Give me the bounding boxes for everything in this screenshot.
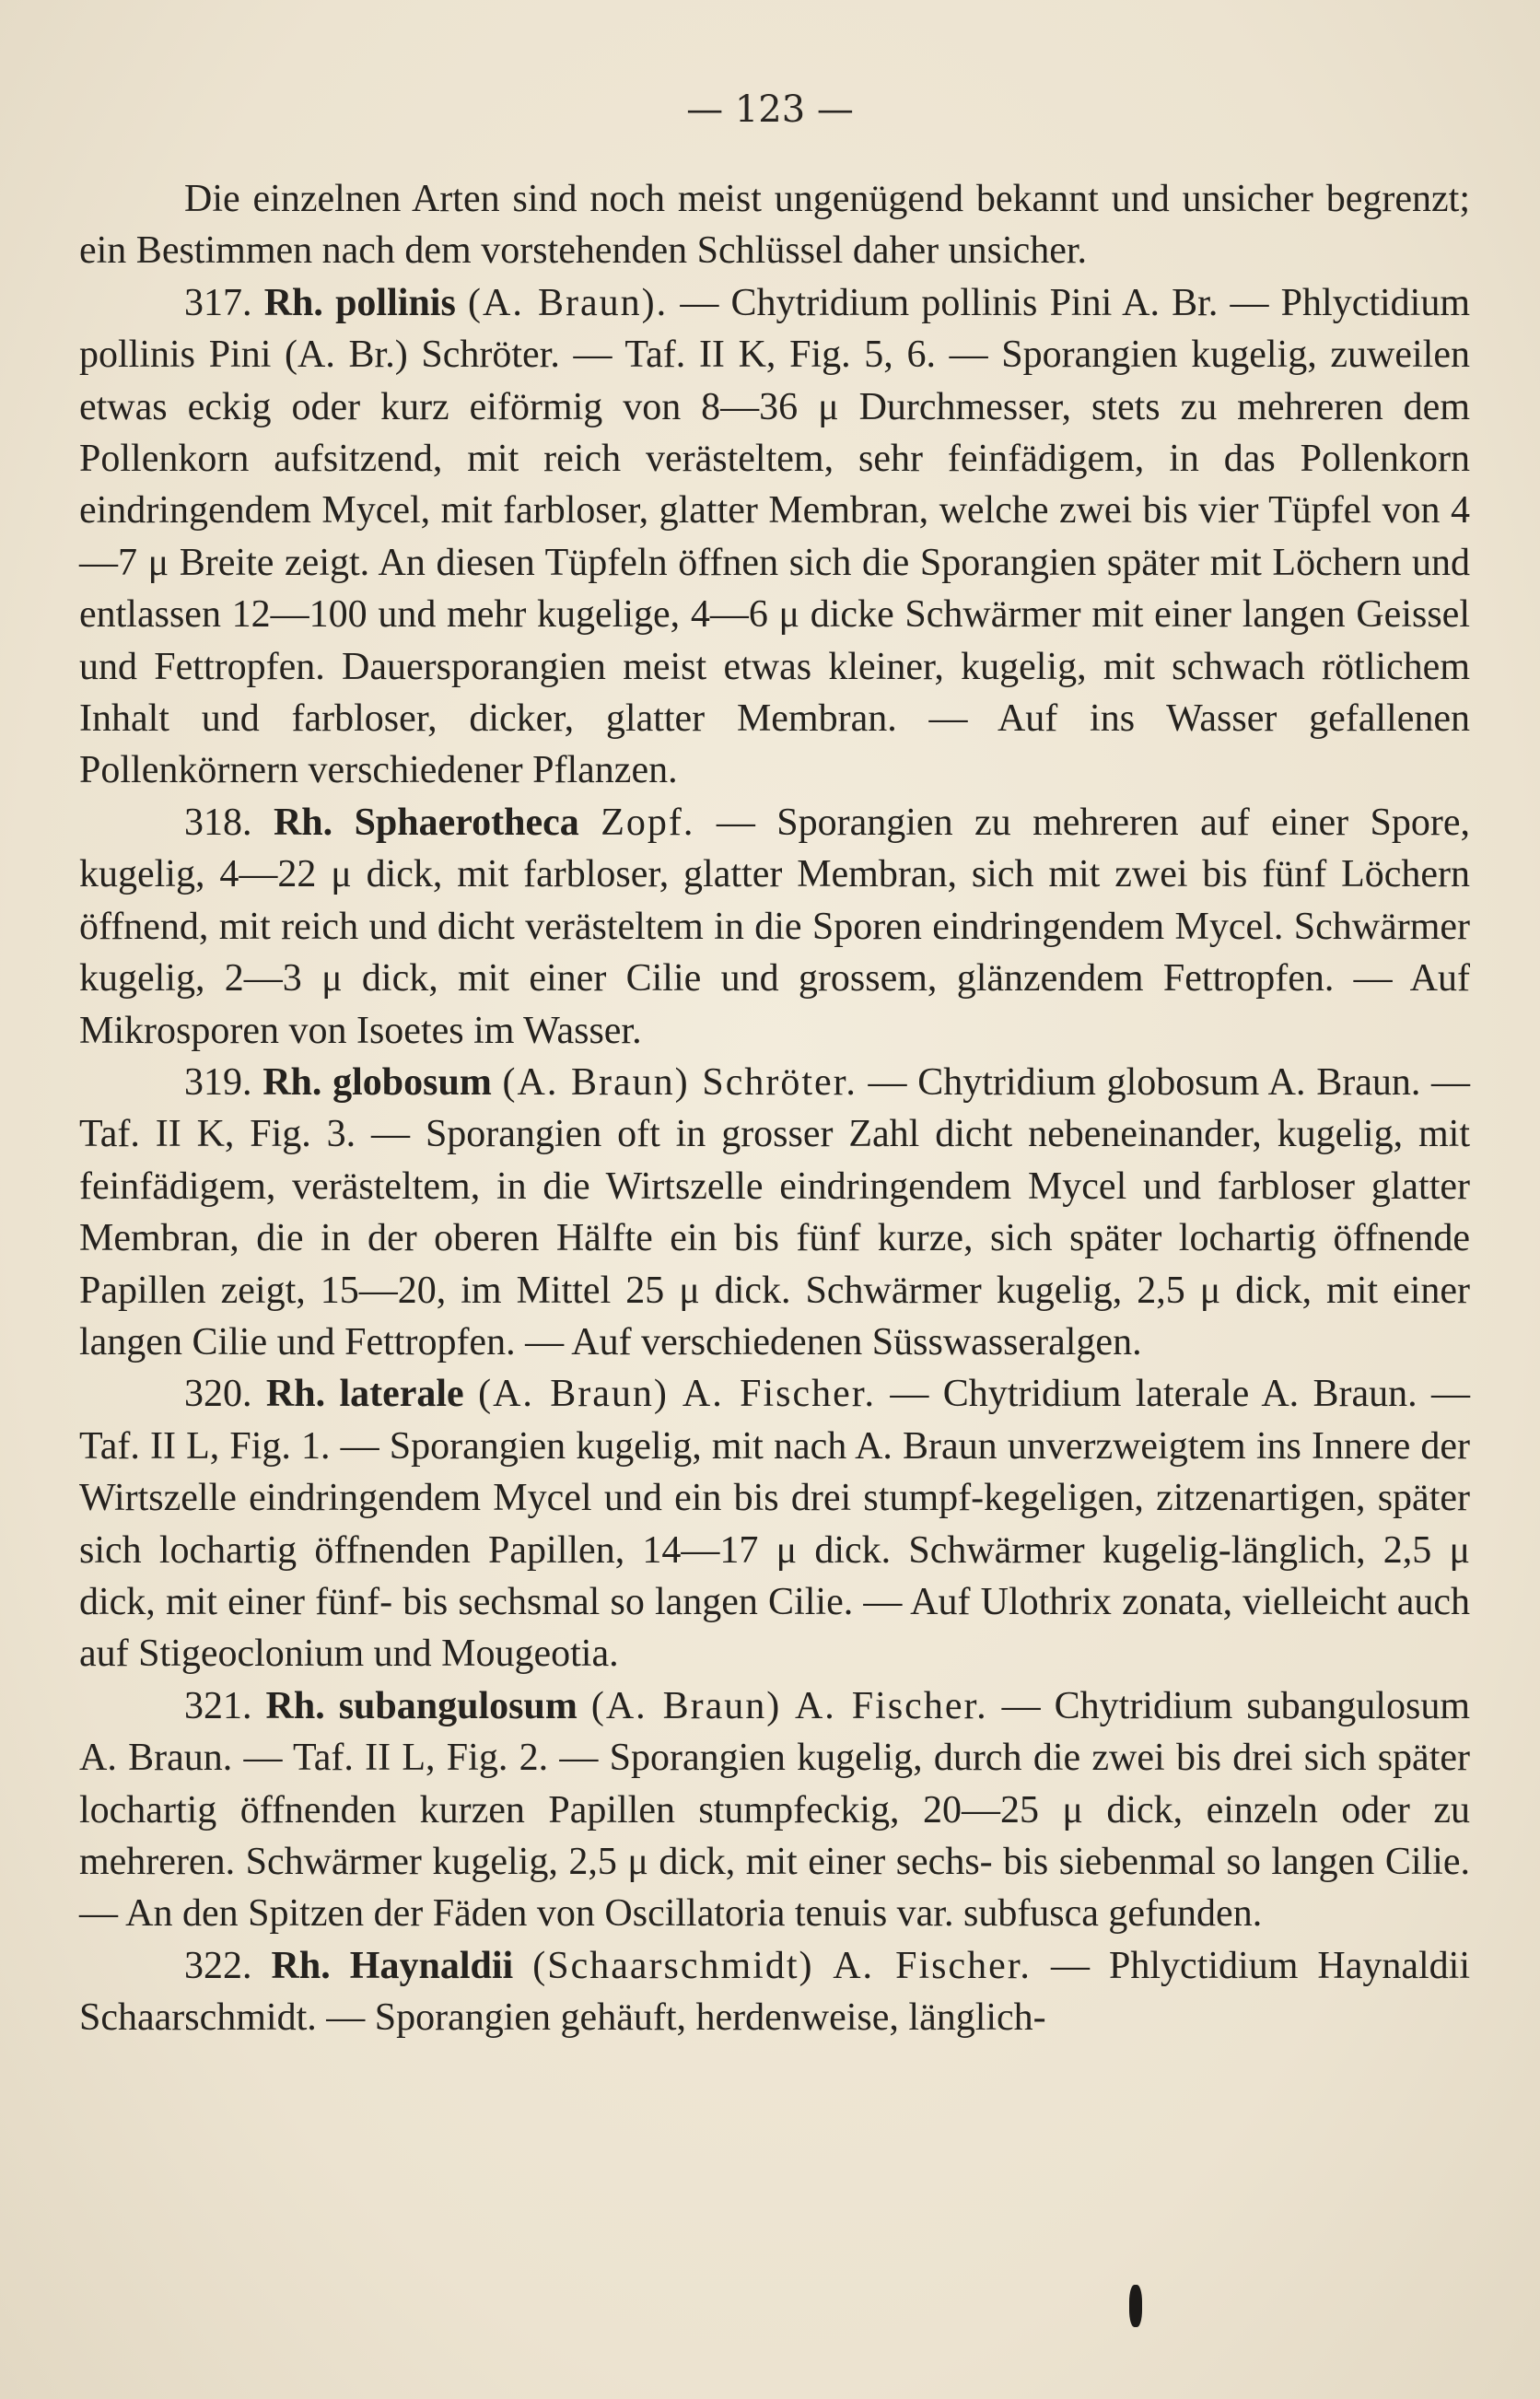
species-author: (Schaarschmidt) A. Fischer.	[532, 1944, 1032, 1987]
species-name: Haynaldii	[349, 1944, 514, 1987]
species-author: Zopf.	[601, 801, 695, 844]
species-author: (A. Braun) A. Fischer.	[590, 1684, 988, 1727]
entry-number: 318.	[184, 801, 252, 844]
body-text	[79, 173, 1470, 2044]
species-entry-318	[79, 797, 1470, 1057]
genus-abbrev: Rh.	[265, 1373, 326, 1416]
species-author: (A. Braun) Schröter.	[502, 1060, 858, 1104]
species-name: laterale	[339, 1373, 464, 1416]
entry-number: 321.	[184, 1684, 252, 1727]
species-entry-319	[79, 1057, 1470, 1368]
page-number: — 123 —	[686, 88, 854, 131]
species-name: pollinis	[335, 281, 456, 324]
species-author: (A. Braun).	[468, 281, 669, 324]
species-entry-320	[79, 1368, 1470, 1679]
entry-description: — Chytridium pollinis Pini A. Br. — Phlyctidium pollinis Pini (A. Br.) Schröter. — Taf. II K, Fig. 5, 6. — Sporangien kugelig, zuweilen etwas eckig oder kurz eiförmig von 8—36 μ Durchmesser, stets zu mehreren dem Pollenkorn aufsitzend, mit reich verästeltem, sehr feinfädigem, in das Pollenkorn eindringendem Mycel, mit farbloser, glatter Membran, welche zwei bis vier Tüpfel von 4—7 μ Breite zeigt. An diesen Tüpfeln öffnen sich die Sporangien später mit Löchern und entlassen 12—100 und mehr kugelige, 4—6 μ dicke Schwärmer mit einer langen Geissel und Fettropfen. Dauersporangien meist etwas kleiner, kugelig, mit schwach rötlichem Inhalt und farbloser, dicker, glatter Membran. — Auf ins Wasser gefallenen Pollenkörnern verschiedener Pflanzen.	[79, 281, 1471, 792]
genus-abbrev: Rh.	[265, 1684, 325, 1727]
entry-description: — Chytridium globosum A. Braun. — Taf. II K, Fig. 3. — Sporangien oft in grosser Zahl dicht nebeneinander, kugelig, mit feinfädigem, verästeltem, in die Wirtszelle eindringendem Mycel und farbloser glatter Membran, die in der oberen Hälfte ein bis fünf kurze, sich später lochartig öffnende Papillen zeigt, 15—20, im Mittel 25 μ dick. Schwärmer kugelig, 2,5 μ dick, mit einer langen Cilie und Fettropfen. — Auf verschiedenen Süsswasseralgen.	[79, 1060, 1471, 1363]
entry-number: 322.	[184, 1944, 252, 1987]
species-name: subangulosum	[338, 1684, 578, 1727]
entry-number: 319.	[184, 1060, 252, 1104]
species-entry-322	[79, 1940, 1470, 2044]
ink-blot	[1129, 2285, 1142, 2327]
species-entry-317	[79, 277, 1470, 797]
entry-description: — Sporangien zu mehreren auf einer Spore, kugelig, 4—22 μ dick, mit farbloser, glatter Membran, sich mit zwei bis fünf Löchern öffnend, mit reich und dicht verästeltem in die Sporen eindringendem Mycel. Schwärmer kugelig, 2—3 μ dick, mit einer Cilie und grossem, glänzendem Fettropfen. — Auf Mikrosporen von Isoetes im Wasser.	[79, 801, 1471, 1052]
entry-description: — Chytridium laterale A. Braun. — Taf. II L, Fig. 1. — Sporangien kugelig, mit nach A. Braun unverzweigtem ins Innere der Wirtszelle eindringendem Mycel und ein bis drei stumpf-kegeligen, zitzenartigen, später sich lochartig öffnenden Papillen, 14—17 μ dick. Schwärmer kugelig-länglich, 2,5 μ dick, mit einer fünf- bis sechsmal so langen Cilie. — Auf Ulothrix zonata, vielleicht auch auf Stigeoclonium und Mougeotia.	[79, 1373, 1471, 1676]
entry-description: — Phlyctidium Haynaldii Schaarschmidt. — Sporangien gehäuft, herdenweise, länglich-	[79, 1944, 1471, 2040]
species-name: Sphaerotheca	[354, 801, 579, 844]
entry-number: 317.	[184, 281, 252, 324]
species-name: globosum	[332, 1060, 492, 1104]
species-entry-321	[79, 1680, 1470, 1940]
intro-paragraph: Die einzelnen Arten sind noch meist ungenügend bekannt und unsicher begrenzt; ein Bestimmen nach dem vorstehenden Schlüssel daher unsicher.	[79, 178, 1470, 273]
genus-abbrev: Rh.	[262, 1060, 322, 1104]
genus-abbrev: Rh.	[263, 281, 323, 324]
entry-number: 320.	[184, 1373, 252, 1416]
genus-abbrev: Rh.	[273, 801, 333, 844]
species-author: (A. Braun) A. Fischer.	[478, 1373, 876, 1416]
entry-description: — Chytridium subangulosum A. Braun. — Taf. II L, Fig. 2. — Sporangien kugelig, durch die zwei bis drei sich später lochartig öffnenden kurzen Papillen stumpfeckig, 20—25 μ dick, einzeln oder zu mehreren. Schwärmer kugelig, 2,5 μ dick, mit einer sechs- bis siebenmal so langen Cilie. — An den Spitzen der Fäden von Oscillatoria tenuis var. subfusca gefunden.	[79, 1684, 1470, 1936]
genus-abbrev: Rh.	[271, 1944, 331, 1987]
